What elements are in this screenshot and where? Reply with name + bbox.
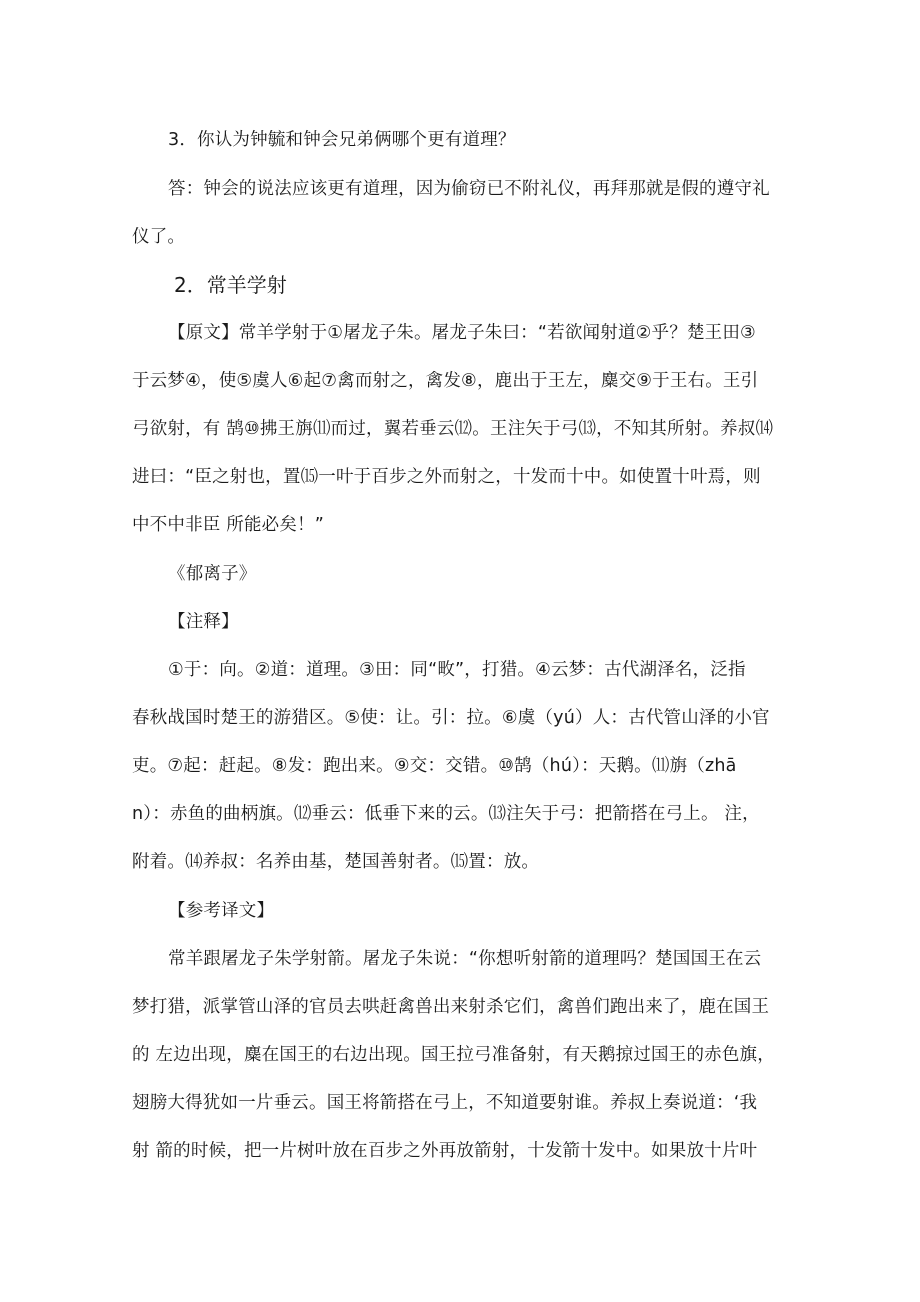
section-heading: 2．常羊学射	[174, 273, 287, 297]
notes-line-3: 吏。⑦起：赶起。⑧发：跑出来。⑨交：交错。⑩鹄（hú）：天鹅。⑾旃（zhā	[132, 756, 737, 776]
answer-line-2: 仪了。	[132, 227, 186, 247]
original-text-line-2: 于云梦④，使⑤虞人⑥起⑦禽而射之，禽发⑧，鹿出于王左，麋交⑨于王右。王引	[132, 371, 759, 391]
translation-line-5: 射 箭的时候，把一片树叶放在百步之外再放箭射，十发箭十发中。如果放十片叶	[132, 1141, 758, 1161]
source-title: 《郁离子》	[168, 564, 257, 584]
notes-line-2: 春秋战国时楚王的游猎区。⑤使：让。引：拉。⑥虞（yú）人：古代管山泽的小官	[132, 708, 770, 728]
original-text-line-4: 进曰：“臣之射也，置⒂一叶于百步之外而射之，十发而十中。如使置十叶焉，则	[132, 467, 761, 487]
translation-line-3: 的 左边出现，麋在国王的右边出现。国王拉弓准备射，有天鹅掠过国王的赤色旗，	[132, 1045, 775, 1065]
notes-line-4: n）：赤鱼的曲柄旗。⑿垂云：低垂下来的云。⒀注矢于弓：把箭搭在弓上。 注，	[132, 804, 760, 824]
question-3: 3．你认为钟毓和钟会兄弟俩哪个更有道理？	[168, 130, 516, 150]
answer-line-1: 答：钟会的说法应该更有道理，因为偷窃已不附礼仪，再拜那就是假的遵守礼	[168, 179, 770, 199]
original-text-line-5: 中不中非臣 所能必矣！”	[132, 515, 325, 535]
notes-heading: 【注释】	[168, 612, 239, 632]
notes-line-5: 附着。⒁养叔：名养由基，楚国善射者。⒂置：放。	[132, 852, 540, 872]
original-text-line-1: 【原文】常羊学射于①屠龙子朱。屠龙子朱曰：“若欲闻射道②乎？楚王田③	[168, 323, 756, 343]
translation-line-4: 翅膀大得犹如一片垂云。国王将箭搭在弓上，不知道要射谁。养叔上奏说道：‘我	[132, 1093, 758, 1113]
notes-line-1: ①于：向。②道：道理。③田：同“畋”，打猎。④云梦：古代湖泽名，泛指	[168, 660, 746, 680]
translation-heading: 【参考译文】	[168, 901, 275, 921]
translation-line-1: 常羊跟屠龙子朱学射箭。屠龙子朱说：“你想听射箭的道理吗？楚国国王在云	[168, 949, 762, 969]
translation-line-2: 梦打猎，派掌管山泽的官员去哄赶禽兽出来射杀它们，禽兽们跑出来了，鹿在国王	[132, 997, 770, 1017]
original-text-line-3: 弓欲射，有 鹄⑩拂王旃⑾而过，翼若垂云⑿。王注矢于弓⒀，不知其所射。养叔⒁	[132, 419, 774, 439]
